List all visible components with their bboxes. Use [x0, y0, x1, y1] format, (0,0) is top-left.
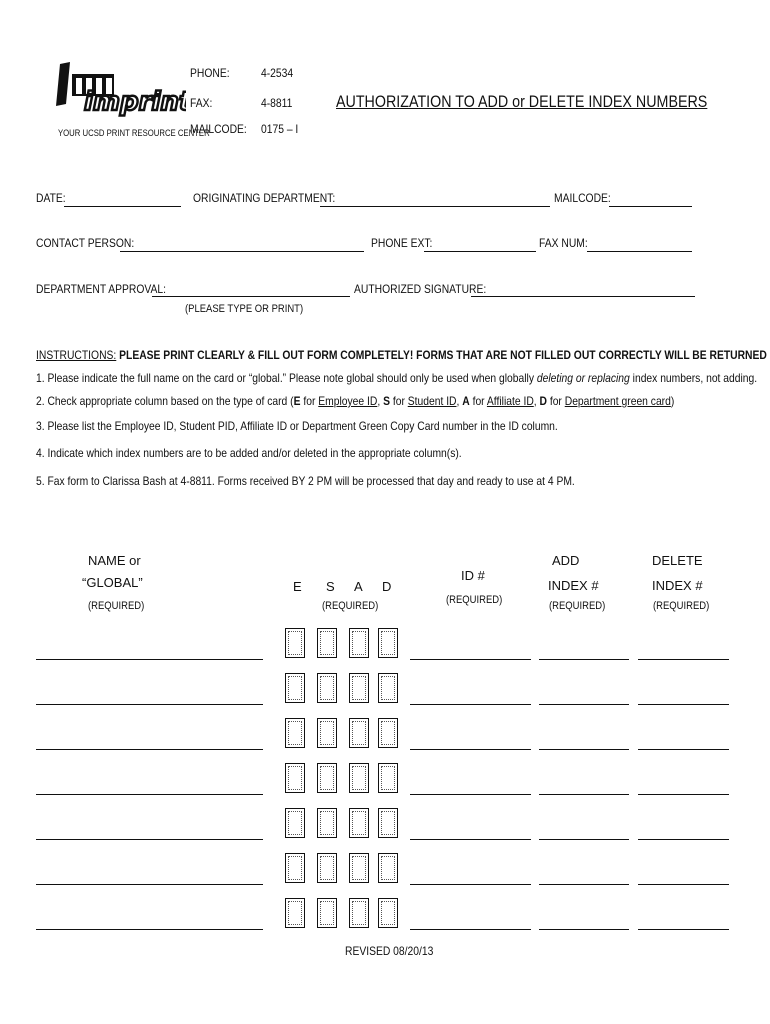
- checkbox-a[interactable]: [349, 898, 369, 928]
- checkbox-a[interactable]: [349, 718, 369, 748]
- id-field[interactable]: [410, 704, 531, 705]
- instruction-2: [36, 394, 674, 408]
- instruction-2-for: for: [300, 394, 319, 408]
- checkbox-d[interactable]: [378, 673, 398, 703]
- phone-ext-label: PHONE EXT:: [371, 236, 433, 250]
- name-field[interactable]: [36, 794, 263, 795]
- checkbox-e[interactable]: [285, 853, 305, 883]
- instruction-2-for: for: [469, 394, 487, 408]
- add-index-field[interactable]: [539, 659, 629, 660]
- checkbox-d[interactable]: [378, 718, 398, 748]
- form-title: AUTHORIZATION TO ADD or DELETE INDEX NUMBERS: [336, 92, 708, 111]
- fax-label: FAX:: [190, 96, 213, 110]
- instruction-2-employee-id: Employee ID: [318, 394, 378, 408]
- svg-text:imprints: imprin: [84, 87, 179, 117]
- delete-index-field[interactable]: [638, 839, 729, 840]
- add-header: ADD: [552, 553, 580, 568]
- mailcode-value: 0175 – I: [261, 122, 299, 136]
- contact-person-field[interactable]: [120, 251, 364, 252]
- instruction-3: 3. Please list the Employee ID, Student PID, Affiliate ID or Department Green Copy Card number in the ID column.: [36, 419, 558, 433]
- col-a-header: A: [354, 579, 363, 594]
- add-index-field[interactable]: [539, 839, 629, 840]
- add-index-field[interactable]: [539, 884, 629, 885]
- add-index-field[interactable]: [539, 794, 629, 795]
- checkbox-d[interactable]: [378, 853, 398, 883]
- checkbox-s[interactable]: [317, 763, 337, 793]
- revised-date: REVISED 08/20/13: [345, 944, 434, 958]
- add-index-header: INDEX #: [548, 578, 599, 593]
- name-field[interactable]: [36, 884, 263, 885]
- checkbox-a[interactable]: [349, 763, 369, 793]
- instructions-heading: [36, 348, 767, 362]
- date-label: DATE:: [36, 191, 66, 205]
- instruction-2-for: for: [389, 394, 408, 408]
- instruction-2-sep: ,: [377, 394, 384, 408]
- contact-person-label: CONTACT PERSON:: [36, 236, 135, 250]
- orig-dept-field[interactable]: [320, 206, 550, 207]
- instruction-2-sep: ,: [456, 394, 463, 408]
- delete-index-field[interactable]: [638, 704, 729, 705]
- delete-header: DELETE: [652, 553, 703, 568]
- checkbox-d[interactable]: [378, 628, 398, 658]
- mailcode-field[interactable]: [609, 206, 692, 207]
- checkbox-d[interactable]: [378, 898, 398, 928]
- name-header: NAME or: [88, 553, 141, 568]
- instruction-1-text-a: 1. Please indicate the full name on the card or “global.” Please note global should only be used when globally: [36, 371, 537, 385]
- id-field[interactable]: [410, 884, 531, 885]
- delete-required: (REQUIRED): [653, 600, 710, 612]
- name-field[interactable]: [36, 749, 263, 750]
- instruction-2-for: for: [546, 394, 565, 408]
- instruction-2-text: 2. Check appropriate column based on the type of card (: [36, 394, 294, 408]
- instruction-2-a: A: [462, 394, 470, 408]
- checkbox-s[interactable]: [317, 898, 337, 928]
- fax-value: 4-8811: [261, 96, 293, 110]
- checkbox-d[interactable]: [378, 763, 398, 793]
- fax-num-label: FAX NUM:: [539, 236, 588, 250]
- id-header: ID #: [461, 568, 485, 583]
- instruction-2-e: E: [293, 394, 301, 408]
- name-field[interactable]: [36, 839, 263, 840]
- checkbox-a[interactable]: [349, 628, 369, 658]
- checkbox-e[interactable]: [285, 763, 305, 793]
- delete-index-field[interactable]: [638, 929, 729, 930]
- instruction-2-sep: ,: [533, 394, 540, 408]
- instructions-headline: PLEASE PRINT CLEARLY & FILL OUT FORM COMPLETELY! FORMS THAT ARE NOT FILLED OUT CORRECTLY WILL BE RETURNED: [119, 348, 767, 362]
- mailcode-field-label: MAILCODE:: [554, 191, 611, 205]
- phone-label: PHONE:: [190, 66, 230, 80]
- add-index-field[interactable]: [539, 929, 629, 930]
- instruction-1-text-c: index numbers, not adding.: [629, 371, 758, 385]
- delete-index-field[interactable]: [638, 659, 729, 660]
- instruction-2-d: D: [539, 394, 547, 408]
- checkbox-a[interactable]: [349, 673, 369, 703]
- instruction-2-student-id: Student ID: [407, 394, 457, 408]
- name-field[interactable]: [36, 659, 263, 660]
- name-field[interactable]: [36, 929, 263, 930]
- phone-value: 4-2534: [261, 66, 294, 80]
- id-field[interactable]: [410, 749, 531, 750]
- checkbox-e[interactable]: [285, 898, 305, 928]
- id-field[interactable]: [410, 929, 531, 930]
- esad-required: (REQUIRED): [322, 600, 379, 612]
- dept-approval-field[interactable]: [152, 296, 350, 297]
- instruction-2-s: S: [383, 394, 390, 408]
- global-header: “GLOBAL”: [82, 575, 143, 590]
- mailcode-label: MAILCODE:: [190, 122, 247, 136]
- name-required: (REQUIRED): [88, 600, 145, 612]
- checkbox-d[interactable]: [378, 808, 398, 838]
- instruction-2-dept-card: Department green card: [564, 394, 671, 408]
- col-s-header: S: [326, 579, 335, 594]
- checkbox-s[interactable]: [317, 853, 337, 883]
- please-type-note: (PLEASE TYPE OR PRINT): [185, 303, 304, 315]
- authorized-signature-label: AUTHORIZED SIGNATURE:: [354, 282, 487, 296]
- add-required: (REQUIRED): [549, 600, 606, 612]
- id-field[interactable]: [410, 659, 531, 660]
- delete-index-field[interactable]: [638, 794, 729, 795]
- dept-approval-label: DEPARTMENT APPROVAL:: [36, 282, 166, 296]
- name-field[interactable]: [36, 704, 263, 705]
- checkbox-s[interactable]: [317, 718, 337, 748]
- delete-index-header: INDEX #: [652, 578, 703, 593]
- instruction-1: [36, 371, 757, 385]
- checkbox-s[interactable]: [317, 673, 337, 703]
- checkbox-e[interactable]: [285, 628, 305, 658]
- delete-index-field[interactable]: [638, 884, 729, 885]
- id-required: (REQUIRED): [446, 594, 503, 606]
- checkbox-a[interactable]: [349, 853, 369, 883]
- add-index-field[interactable]: [539, 704, 629, 705]
- checkbox-e[interactable]: [285, 673, 305, 703]
- id-field[interactable]: [410, 794, 531, 795]
- orig-dept-label: ORIGINATING DEPARTMENT:: [193, 191, 336, 205]
- add-index-field[interactable]: [539, 749, 629, 750]
- checkbox-s[interactable]: [317, 628, 337, 658]
- phone-ext-field[interactable]: [424, 251, 536, 252]
- instruction-2-affiliate-id: Affiliate ID: [486, 394, 534, 408]
- col-e-header: E: [293, 579, 302, 594]
- date-field[interactable]: [64, 206, 181, 207]
- col-d-header: D: [382, 579, 392, 594]
- fax-num-field[interactable]: [587, 251, 692, 252]
- logo-tagline: YOUR UCSD PRINT RESOURCE CENTER: [58, 128, 210, 138]
- id-field[interactable]: [410, 839, 531, 840]
- instructions-label: INSTRUCTIONS:: [36, 348, 117, 362]
- checkbox-s[interactable]: [317, 808, 337, 838]
- instruction-2-close: ): [670, 394, 675, 408]
- authorized-signature-field[interactable]: [471, 296, 695, 297]
- delete-index-field[interactable]: [638, 749, 729, 750]
- checkbox-e[interactable]: [285, 808, 305, 838]
- instruction-4: 4. Indicate which index numbers are to be added and/or deleted in the appropriate column(s).: [36, 446, 462, 460]
- instruction-1-emphasis: deleting or replacing: [536, 371, 630, 385]
- checkbox-e[interactable]: [285, 718, 305, 748]
- instruction-5: 5. Fax form to Clarissa Bash at 4-8811. Forms received BY 2 PM will be processed that day and ready to use at 4 PM.: [36, 474, 575, 488]
- checkbox-a[interactable]: [349, 808, 369, 838]
